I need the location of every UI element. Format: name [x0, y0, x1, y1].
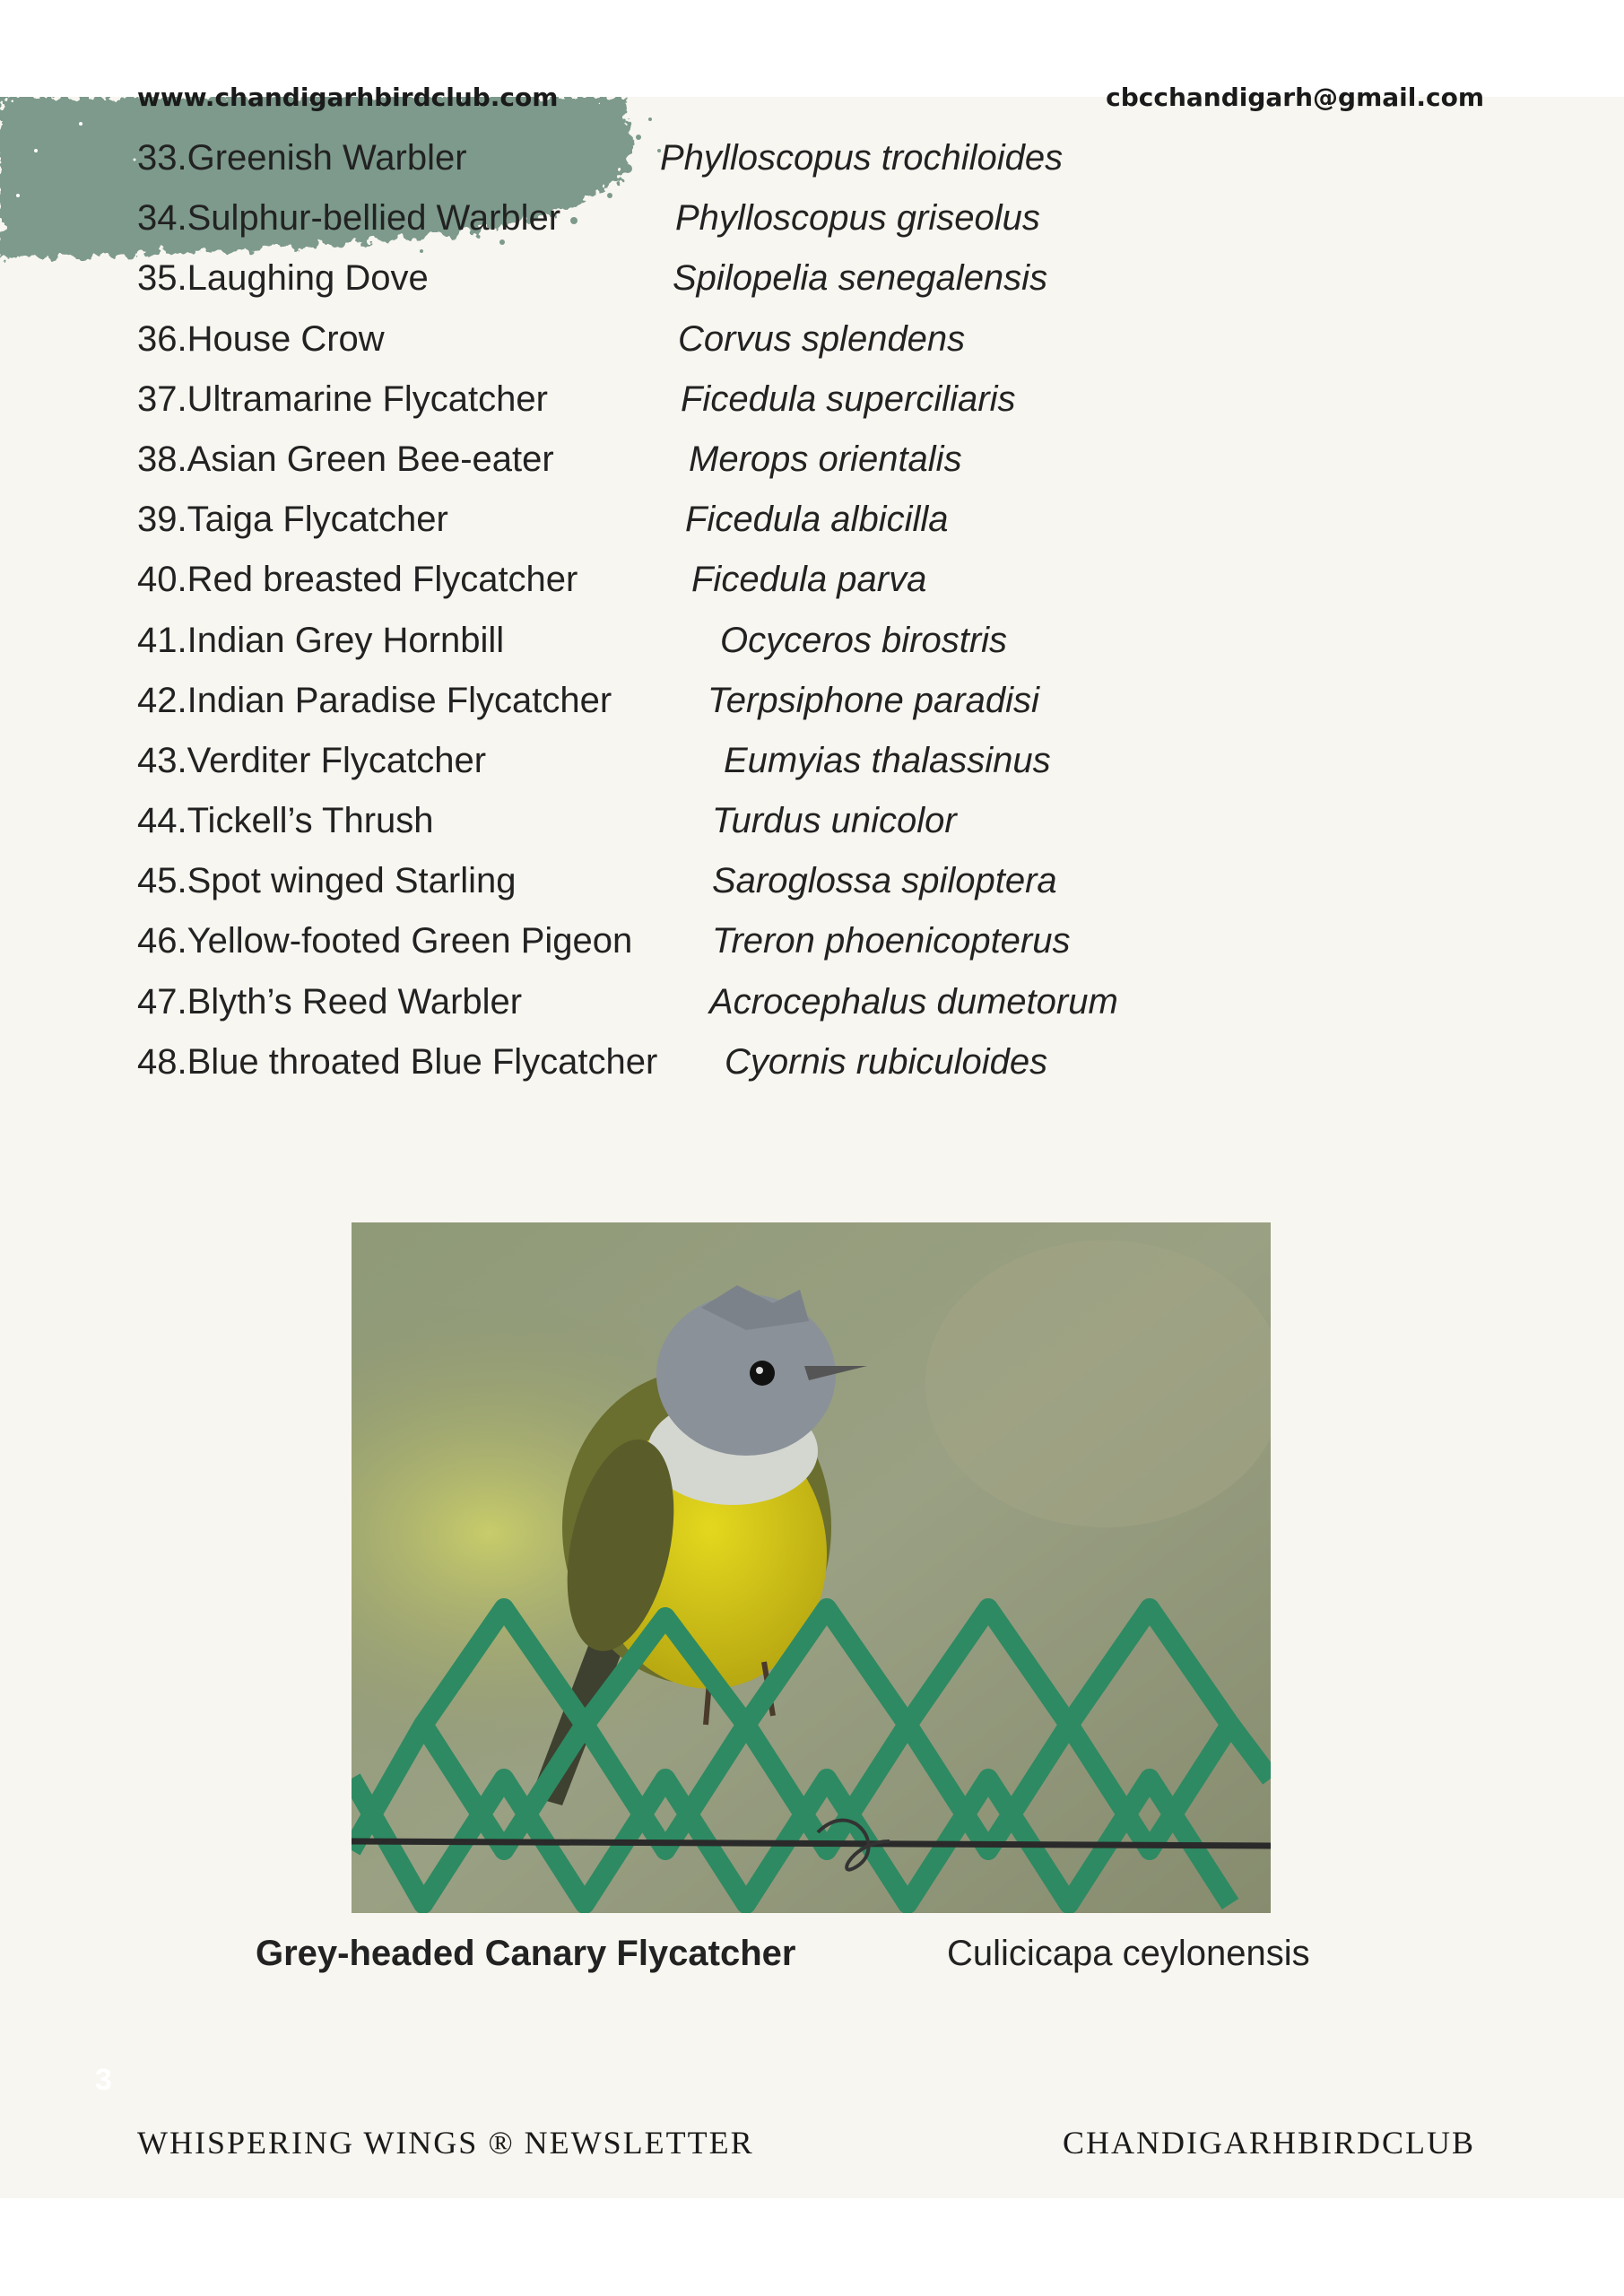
scientific-name: Phylloscopus griseolus — [675, 198, 1040, 239]
footer-newsletter-title: WHISPERING WINGS ® NEWSLETTER — [137, 2125, 754, 2161]
page-number: 3 — [95, 2063, 112, 2097]
scientific-name: Ocyceros birostris — [720, 620, 1008, 660]
bird-photo — [352, 1222, 1271, 1913]
common-name: 34.Sulphur-bellied Warbler — [137, 198, 561, 239]
species-row — [137, 671, 1213, 731]
scientific-name: Phylloscopus trochiloides — [660, 138, 1064, 178]
species-row — [137, 248, 1213, 309]
common-name: 33.Greenish Warbler — [137, 138, 467, 178]
species-row — [137, 1032, 1213, 1092]
species-row — [137, 128, 1213, 188]
species-row — [137, 430, 1213, 490]
common-name: 41.Indian Grey Hornbill — [137, 620, 505, 660]
photo-caption-common-name: Grey-headed Canary Flycatcher — [256, 1934, 796, 1973]
species-row — [137, 791, 1213, 851]
scientific-name: Corvus splendens — [678, 318, 966, 359]
species-row — [137, 611, 1213, 671]
scientific-name: Cyornis rubiculoides — [725, 1041, 1048, 1082]
species-row — [137, 188, 1213, 248]
common-name: 39.Taiga Flycatcher — [137, 500, 448, 540]
scientific-name: Saroglossa spiloptera — [712, 861, 1057, 901]
common-name: 47.Blyth’s Reed Warbler — [137, 981, 523, 1022]
common-name: 38.Asian Green Bee-eater — [137, 439, 554, 479]
scientific-name: Spilopelia senegalensis — [673, 258, 1048, 299]
species-row — [137, 851, 1213, 911]
common-name: 37.Ultramarine Flycatcher — [137, 378, 548, 419]
species-row — [137, 731, 1213, 791]
website-url[interactable]: www.chandigarhbirdclub.com — [137, 83, 559, 112]
species-list — [137, 128, 1213, 1092]
footer-club-name: CHANDIGARHBIRDCLUB — [1062, 2125, 1475, 2161]
species-row — [137, 490, 1213, 550]
common-name: 45.Spot winged Starling — [137, 861, 517, 901]
scientific-name: Turdus unicolor — [712, 801, 957, 841]
scientific-name: Ficedula parva — [691, 560, 927, 600]
common-name: 40.Red breasted Flycatcher — [137, 560, 578, 600]
species-row — [137, 370, 1213, 430]
scientific-name: Ficedula superciliaris — [681, 378, 1016, 419]
species-row — [137, 972, 1213, 1032]
common-name: 43.Verditer Flycatcher — [137, 740, 487, 780]
common-name: 35.Laughing Dove — [137, 258, 429, 299]
scientific-name: Eumyias thalassinus — [724, 740, 1051, 780]
scientific-name: Terpsiphone paradisi — [708, 680, 1039, 720]
common-name: 46.Yellow-footed Green Pigeon — [137, 921, 633, 961]
scientific-name: Merops orientalis — [689, 439, 962, 479]
scientific-name: Acrocephalus dumetorum — [709, 981, 1118, 1022]
scientific-name: Treron phoenicopterus — [712, 921, 1071, 961]
common-name: 48.Blue throated Blue Flycatcher — [137, 1041, 658, 1082]
common-name: 36.House Crow — [137, 318, 385, 359]
species-row — [137, 309, 1213, 370]
species-row — [137, 550, 1213, 610]
common-name: 42.Indian Paradise Flycatcher — [137, 680, 612, 720]
scientific-name: Ficedula albicilla — [685, 500, 949, 540]
photo-caption-scientific-name: Culicicapa ceylonensis — [947, 1934, 1310, 1973]
email-address[interactable]: cbcchandigarh@gmail.com — [1106, 83, 1484, 112]
common-name: 44.Tickell’s Thrush — [137, 801, 434, 841]
species-row — [137, 911, 1213, 971]
